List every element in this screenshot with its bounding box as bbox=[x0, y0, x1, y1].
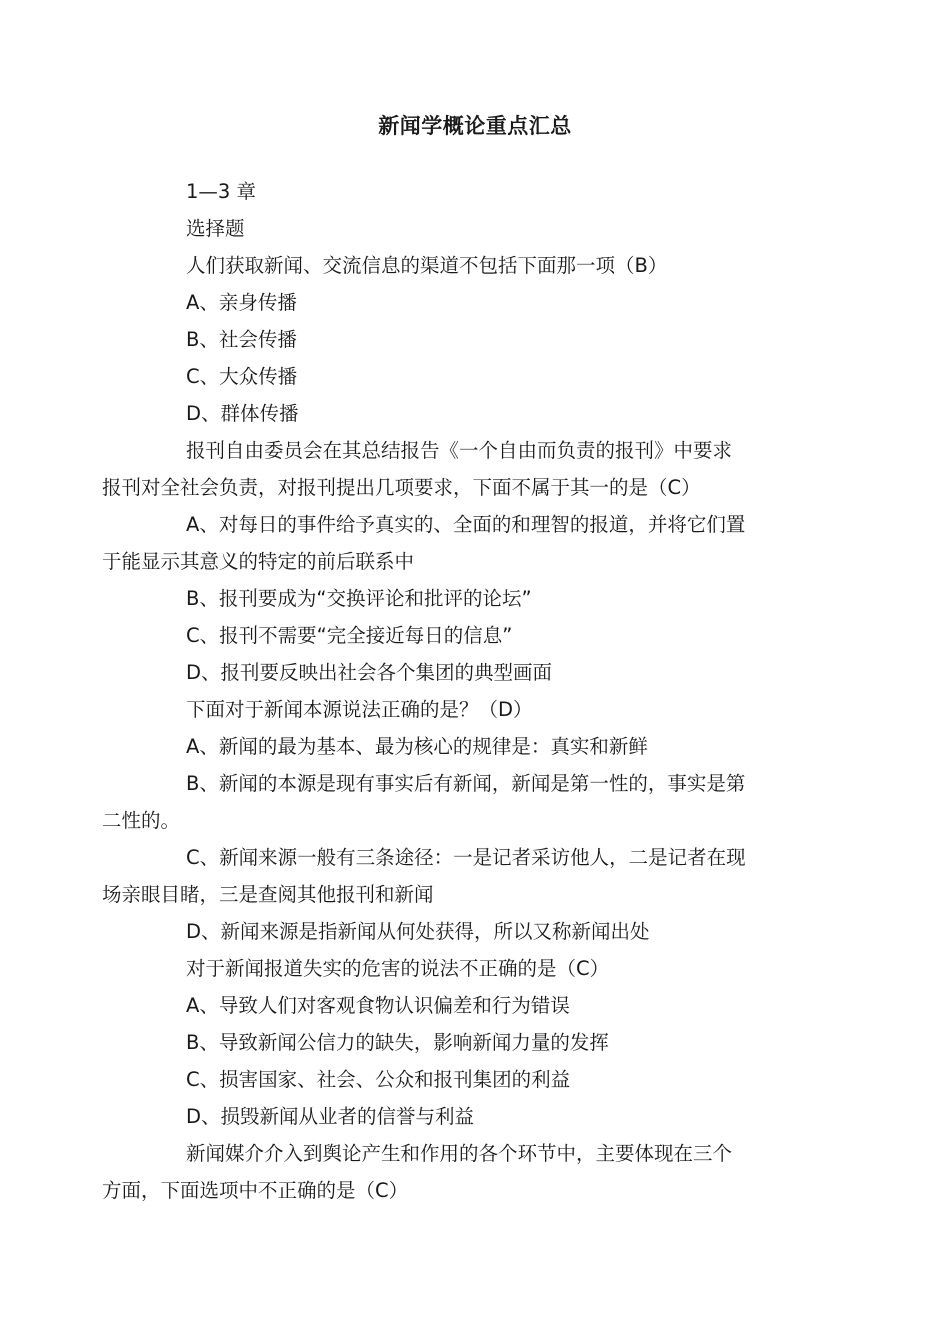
question-2-stem-line-1: 报刊自由委员会在其总结报告《一个自由而负责的报刊》中要求 bbox=[186, 439, 733, 462]
section-heading: 选择题 bbox=[186, 217, 245, 240]
question-1-option-c: C、大众传播 bbox=[186, 365, 298, 388]
question-4-option-d: D、损毁新闻从业者的信誉与利益 bbox=[186, 1105, 475, 1128]
question-5-stem-line-2: 方面，下面选项中不正确的是（C） bbox=[102, 1179, 409, 1202]
question-5-stem bbox=[102, 1135, 809, 1209]
question-1-option-a: A、亲身传播 bbox=[186, 291, 297, 314]
question-3-stem: 下面对于新闻本源说法正确的是？（D） bbox=[186, 698, 533, 721]
document-body bbox=[102, 173, 809, 1209]
question-3-option-c bbox=[102, 839, 809, 913]
question-2-option-a-line-2: 于能显示其意义的特定的前后联系中 bbox=[102, 550, 415, 573]
question-3-option-c-line-1: C、新闻来源一般有三条途径：一是记者采访他人，二是记者在现 bbox=[186, 846, 746, 869]
chapter-heading: 1—3 章 bbox=[186, 180, 257, 203]
question-2-option-b: B、报刊要成为“交换评论和批评的论坛” bbox=[186, 587, 532, 610]
question-2-option-a bbox=[102, 506, 809, 580]
question-3-option-a: A、新闻的最为基本、最为核心的规律是：真实和新鲜 bbox=[186, 735, 648, 758]
document-title: 新闻学概论重点汇总 bbox=[378, 114, 572, 138]
question-1-stem: 人们获取新闻、交流信息的渠道不包括下面那一项（B） bbox=[186, 254, 668, 277]
question-3-option-b bbox=[102, 765, 809, 839]
question-4-stem: 对于新闻报道失实的危害的说法不正确的是（C） bbox=[186, 957, 610, 980]
question-2-option-c: C、报刊不需要“完全接近每日的信息” bbox=[186, 624, 513, 647]
question-3-option-c-line-2: 场亲眼目睹，三是查阅其他报刊和新闻 bbox=[102, 883, 434, 906]
question-4-option-c: C、损害国家、社会、公众和报刊集团的利益 bbox=[186, 1068, 571, 1091]
question-2-option-d: D、报刊要反映出社会各个集团的典型画面 bbox=[186, 661, 553, 684]
question-3-option-b-line-1: B、新闻的本源是现有事实后有新闻，新闻是第一性的，事实是第 bbox=[186, 772, 746, 795]
question-1-option-b: B、社会传播 bbox=[186, 328, 297, 351]
question-2-option-a-line-1: A、对每日的事件给予真实的、全面的和理智的报道，并将它们置 bbox=[186, 513, 746, 536]
question-4-option-b: B、导致新闻公信力的缺失，影响新闻力量的发挥 bbox=[186, 1031, 609, 1054]
question-3-option-d: D、新闻来源是指新闻从何处获得，所以又称新闻出处 bbox=[186, 920, 650, 943]
question-2-stem-line-2: 报刊对全社会负责，对报刊提出几项要求，下面不属于其一的是（C） bbox=[102, 476, 701, 499]
question-3-option-b-line-2: 二性的。 bbox=[102, 809, 181, 832]
question-2-stem bbox=[102, 432, 809, 506]
question-4-option-a: A、导致人们对客观食物认识偏差和行为错误 bbox=[186, 994, 570, 1017]
question-1-option-d: D、群体传播 bbox=[186, 402, 299, 425]
question-5-stem-line-1: 新闻媒介介入到舆论产生和作用的各个环节中，主要体现在三个 bbox=[186, 1142, 733, 1165]
